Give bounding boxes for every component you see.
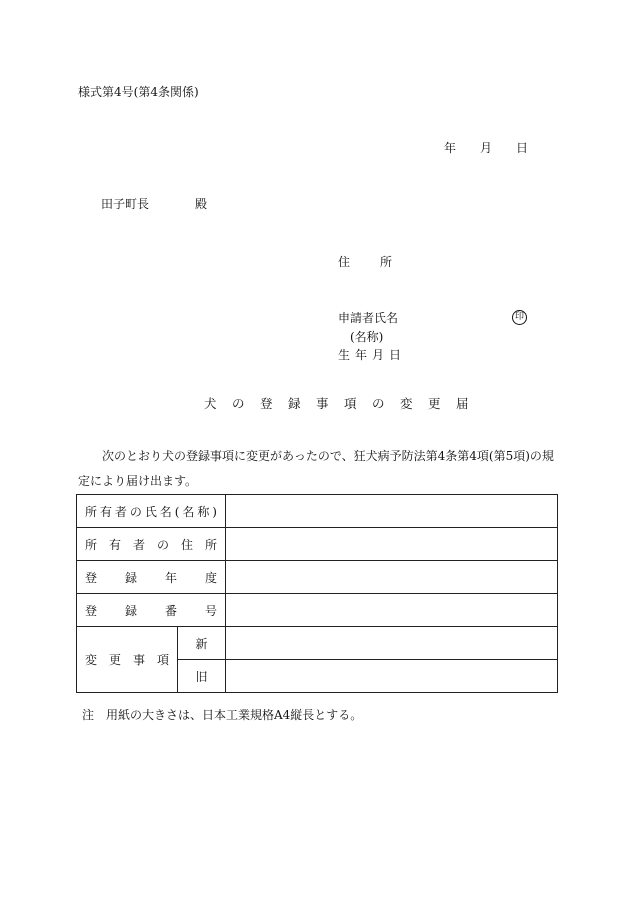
table-row xyxy=(77,594,558,627)
footnote: 注 用紙の大きさは、日本工業規格A4縦長とする。 xyxy=(82,708,363,722)
applicant-name-label: 申請者氏名 xyxy=(338,311,399,325)
form-number: 様式第4号(第4条関係) xyxy=(78,85,199,99)
change-items-label: 変更事項 xyxy=(77,627,178,693)
owner-name-field[interactable] xyxy=(226,495,558,528)
table-row xyxy=(77,495,558,528)
registration-year-field[interactable] xyxy=(226,561,558,594)
owner-name-label: 所有者の氏名(名称) xyxy=(77,495,226,528)
form-table xyxy=(76,494,558,693)
owner-address-label: 所有者の住所 xyxy=(77,528,226,561)
seal-mark: 印 xyxy=(512,310,527,325)
document-title: 犬の登録事項の変更届 xyxy=(204,396,485,411)
name-sub-label: (名称) xyxy=(350,330,384,344)
old-label: 旧 xyxy=(178,660,226,693)
addressee-honorific: 殿 xyxy=(195,197,208,211)
new-label: 新 xyxy=(178,627,226,660)
birthdate-label: 生年月日 xyxy=(338,348,407,362)
addressee-name: 田子町長 xyxy=(101,197,150,211)
body-text: 次のとおり犬の登録事項に変更があったので、狂犬病予防法第4条第4項(第5項)の規定により届け出ます。 xyxy=(78,449,554,488)
new-value-field[interactable] xyxy=(226,627,558,660)
date-day-label: 日 xyxy=(516,141,529,155)
old-value-field[interactable] xyxy=(226,660,558,693)
registration-number-field[interactable] xyxy=(226,594,558,627)
address-label: 住所 xyxy=(338,255,423,269)
date-year-label: 年 xyxy=(444,141,457,155)
table-row xyxy=(77,627,558,660)
table-row xyxy=(77,561,558,594)
table-row xyxy=(77,528,558,561)
owner-address-field[interactable] xyxy=(226,528,558,561)
addressee xyxy=(101,198,207,210)
registration-number-label: 登録番号 xyxy=(77,594,226,627)
registration-year-label: 登録年度 xyxy=(77,561,226,594)
date-month-label: 月 xyxy=(480,141,493,155)
